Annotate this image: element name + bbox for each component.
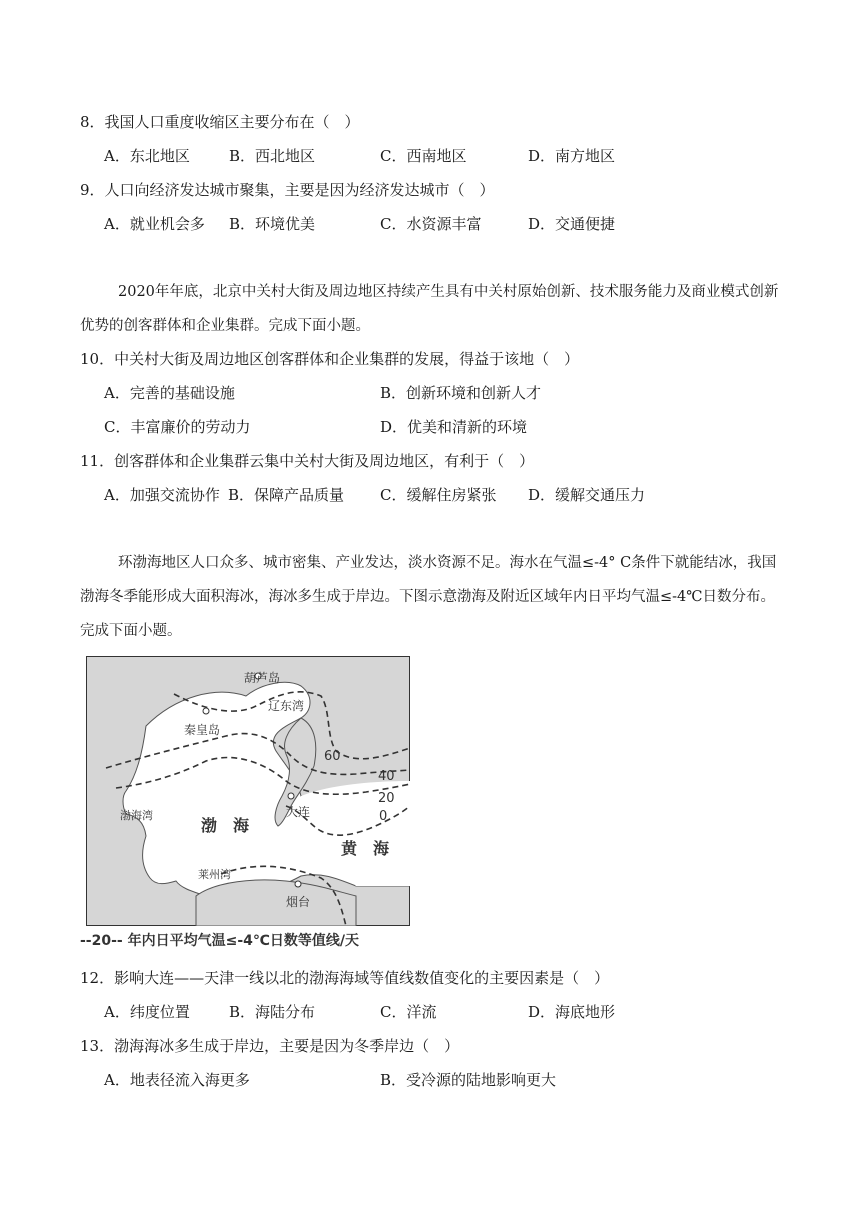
bohai-isoline-map [86,656,410,926]
label-bohaiwan: 渤海湾 [120,809,153,822]
label-huanghai: 黄 海 [341,839,390,858]
question-11-stem: 11．创客群体和企业集群云集中关村大街及周边地区，有利于（ ） [80,452,535,470]
q9-option-c[interactable]: C．水资源丰富 [380,215,482,233]
label-qinhuangdao: 秦皇岛 [184,723,221,737]
q9-option-a[interactable]: A．就业机会多 [104,215,205,233]
q11-option-b[interactable]: B．保障产品质量 [228,486,345,504]
question-8-stem: 8．我国人口重度收缩区主要分布在（ ） [80,113,360,131]
qinhuangdao-dot [203,708,209,714]
q10-option-d[interactable]: D．优美和清新的环境 [380,418,528,436]
isoline-label-0: 0 [379,809,388,824]
question-10-stem: 10．中关村大街及周边地区创客群体和企业集群的发展，得益于该地（ ） [80,350,580,368]
q8-option-a[interactable]: A．东北地区 [104,147,190,165]
q11-option-d[interactable]: D．缓解交通压力 [528,486,646,504]
q10-option-a[interactable]: A．完善的基础设施 [104,384,235,402]
label-laizhouwan: 莱州湾 [198,868,231,881]
q10-option-b[interactable]: B．创新环境和创新人才 [380,384,542,402]
yantai-dot [295,881,301,887]
label-huludao: 葫芦岛 [244,671,281,685]
question-13-stem: 13．渤海海冰多生成于岸边，主要是因为冬季岸边（ ） [80,1037,460,1055]
q10-option-c[interactable]: C．丰富廉价的劳动力 [104,418,251,436]
q11-option-a[interactable]: A．加强交流协作 [104,486,220,504]
label-bohai: 渤 海 [201,816,250,835]
question-9-stem: 9．人口向经济发达城市聚集，主要是因为经济发达城市（ ） [80,181,495,199]
q8-option-c[interactable]: C．西南地区 [380,147,467,165]
dalian-dot [288,793,294,799]
isoline-label-40: 40 [378,769,395,784]
q13-option-b[interactable]: B．受冷源的陆地影响更大 [380,1071,557,1089]
q13-option-a[interactable]: A．地表径流入海更多 [104,1071,250,1089]
label-yantai: 烟台 [286,895,311,909]
isoline-label-60: 60 [324,749,341,764]
q12-option-d[interactable]: D．海底地形 [528,1003,616,1021]
label-dalian: 大连 [286,805,311,819]
q8-option-b[interactable]: B．西北地区 [229,147,316,165]
q12-option-b[interactable]: B．海陆分布 [229,1003,316,1021]
question-12-stem: 12．影响大连——天津一线以北的渤海海域等值线数值变化的主要因素是（ ） [80,969,610,987]
passage-zhongguancun: 2020年年底，北京中关村大街及周边地区持续产生具有中关村原始创新、技术服务能力及商业模式创新优势的创客群体和企业集群。完成下面小题。 [80,284,779,334]
q12-option-c[interactable]: C．洋流 [380,1003,437,1021]
q8-option-d[interactable]: D．南方地区 [528,147,616,165]
q9-option-b[interactable]: B．环境优美 [229,215,316,233]
map-legend: --20-- 年内日平均气温≤-4℃日数等值线/天 [80,933,359,949]
q12-option-a[interactable]: A．纬度位置 [104,1003,190,1021]
q9-option-d[interactable]: D．交通便捷 [528,215,616,233]
passage-bohai: 环渤海地区人口众多、城市密集、产业发达，淡水资源不足。海水在气温≤-4° C条件下就能结冰，我国渤海冬季能形成大面积海冰，海冰多生成于岸边。下图示意渤海及附近区域年内日平均气温≤-4℃日数分布。完成下面小题。 [80,555,777,639]
label-liaodongwan: 辽东湾 [268,699,305,713]
q11-option-c[interactable]: C．缓解住房紧张 [380,486,497,504]
isoline-label-20: 20 [378,791,395,806]
